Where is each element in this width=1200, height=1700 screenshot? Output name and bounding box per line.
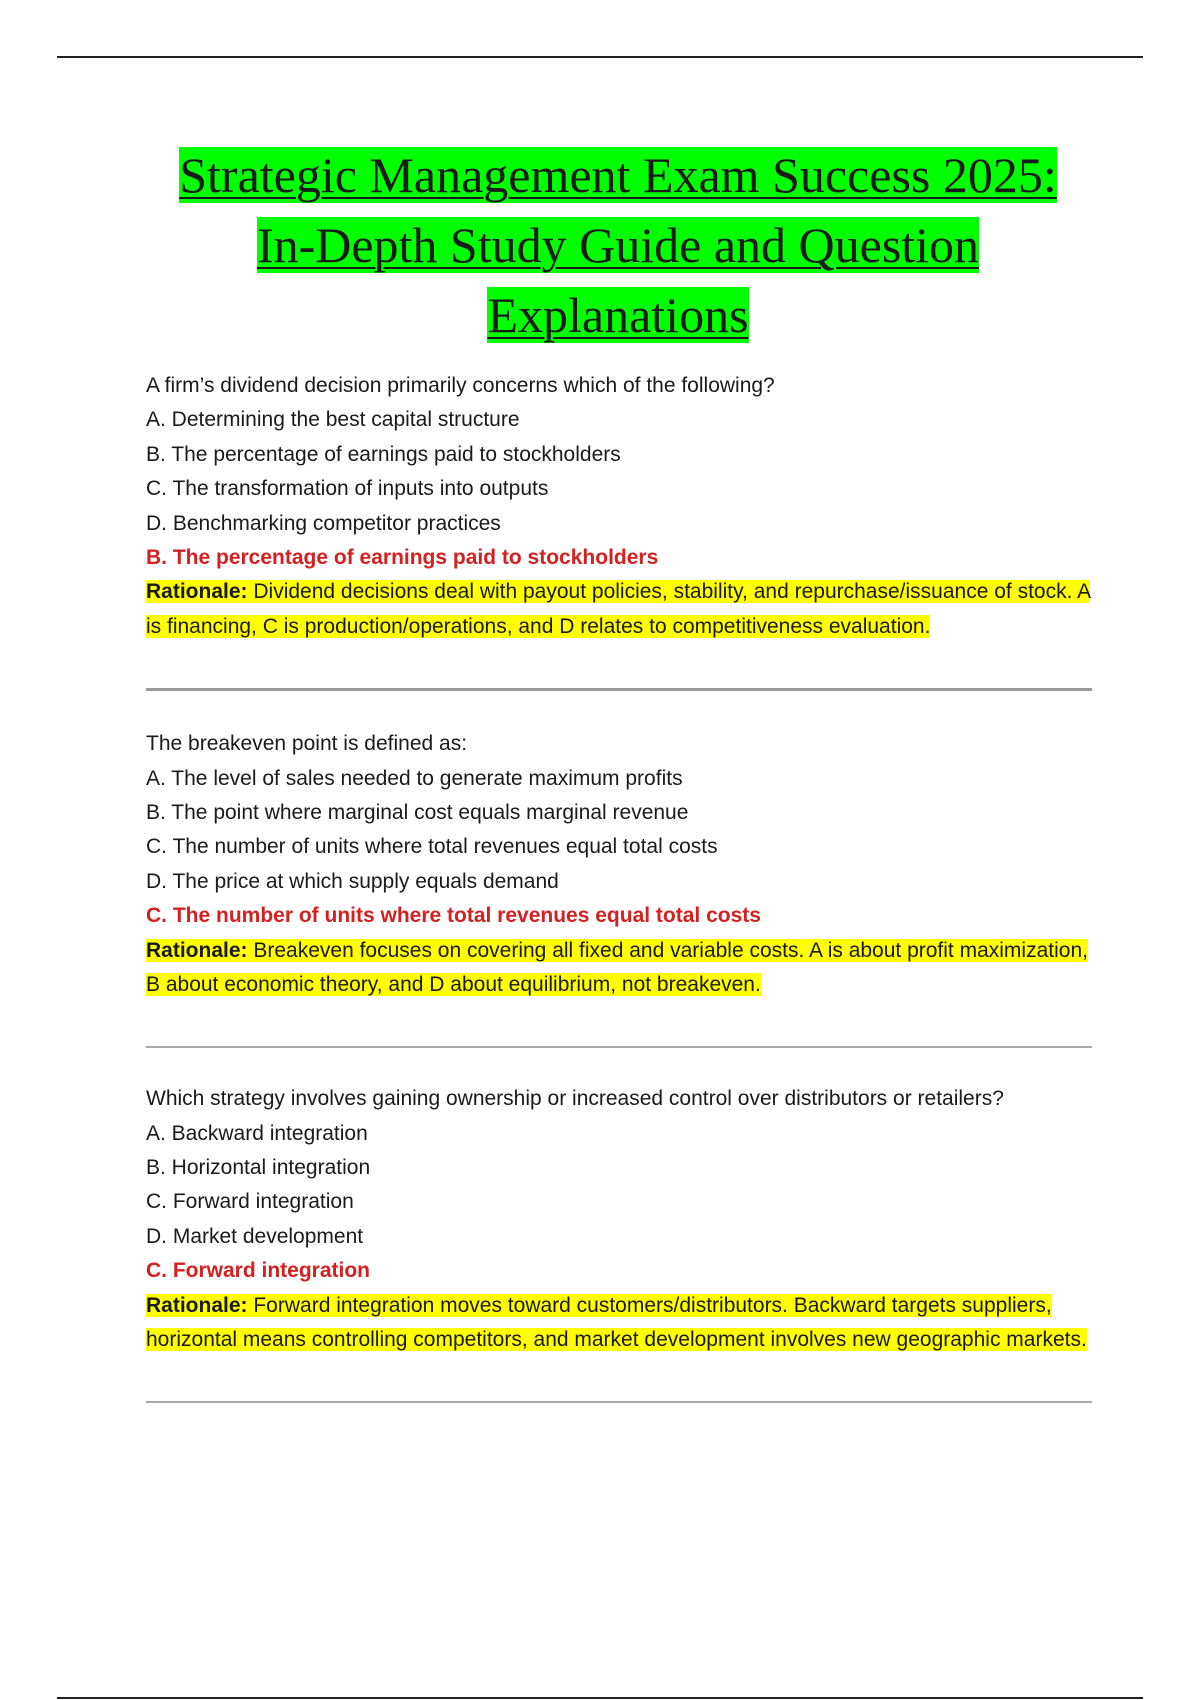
section-divider bbox=[146, 688, 1092, 691]
correct-answer: B. The percentage of earnings paid to stockholders bbox=[146, 545, 659, 569]
option-b: B. The percentage of earnings paid to stockholders bbox=[146, 442, 621, 466]
correct-answer: C. Forward integration bbox=[146, 1259, 371, 1283]
rationale-label: Rationale: bbox=[146, 938, 248, 962]
correct-answer: C. The number of units where total revenues equal total costs bbox=[146, 904, 761, 928]
question-text: A firm’s dividend decision primarily concerns which of the following? bbox=[146, 374, 775, 397]
rationale-text: Dividend decisions deal with payout policies, stability, and repurchase/issuance of stock. A is financing, C is production/operations, and D relates to competitiveness evaluation. bbox=[146, 580, 1090, 638]
question-text: Which strategy involves gaining ownership or increased control over distributors or retailers? bbox=[146, 1087, 1004, 1111]
section-divider bbox=[146, 1401, 1092, 1403]
section-divider bbox=[146, 1046, 1092, 1048]
option-b: B. Horizontal integration bbox=[146, 1156, 371, 1180]
rationale-label: Rationale: bbox=[146, 580, 248, 604]
rationale bbox=[146, 934, 1092, 1003]
rationale-label: Rationale: bbox=[146, 1293, 248, 1317]
question-block-3 bbox=[146, 1082, 1092, 1357]
option-a: A. Determining the best capital structure bbox=[146, 408, 520, 432]
option-a: A. The level of sales needed to generate maximum profits bbox=[146, 766, 683, 790]
document-title bbox=[60, 140, 1176, 350]
question-list bbox=[146, 369, 1092, 1437]
page-bottom-rule bbox=[57, 1697, 1143, 1699]
rationale-text: Breakeven focuses on covering all fixed and variable costs. A is about profit maximization, B about economic theory, and D about equilibrium, not breakeven. bbox=[146, 938, 1088, 996]
option-d: D. The price at which supply equals demand bbox=[146, 869, 559, 893]
option-d: D. Benchmarking competitor practices bbox=[146, 511, 501, 535]
question-block-1 bbox=[146, 369, 1092, 644]
option-c: C. The transformation of inputs into outputs bbox=[146, 477, 549, 501]
option-d: D. Market development bbox=[146, 1224, 364, 1248]
title-line-2: In-Depth Study Guide and Question bbox=[256, 217, 980, 273]
option-c: C. Forward integration bbox=[146, 1190, 354, 1214]
option-b: B. The point where marginal cost equals marginal revenue bbox=[146, 800, 689, 824]
rationale-text: Forward integration moves toward customers/distributors. Backward targets suppliers, horizontal means controlling competitors, and market development involves new geographic markets. bbox=[146, 1293, 1087, 1352]
option-a: A. Backward integration bbox=[146, 1121, 368, 1145]
question-text: The breakeven point is defined as: bbox=[146, 732, 468, 756]
rationale bbox=[146, 575, 1092, 644]
rationale bbox=[146, 1289, 1092, 1358]
option-c: C. The number of units where total revenues equal total costs bbox=[146, 835, 718, 859]
page-top-rule bbox=[57, 56, 1143, 58]
title-line-1: Strategic Management Exam Success 2025: bbox=[179, 147, 1057, 203]
title-line-3: Explanations bbox=[487, 287, 749, 343]
question-block-2 bbox=[146, 727, 1092, 1002]
